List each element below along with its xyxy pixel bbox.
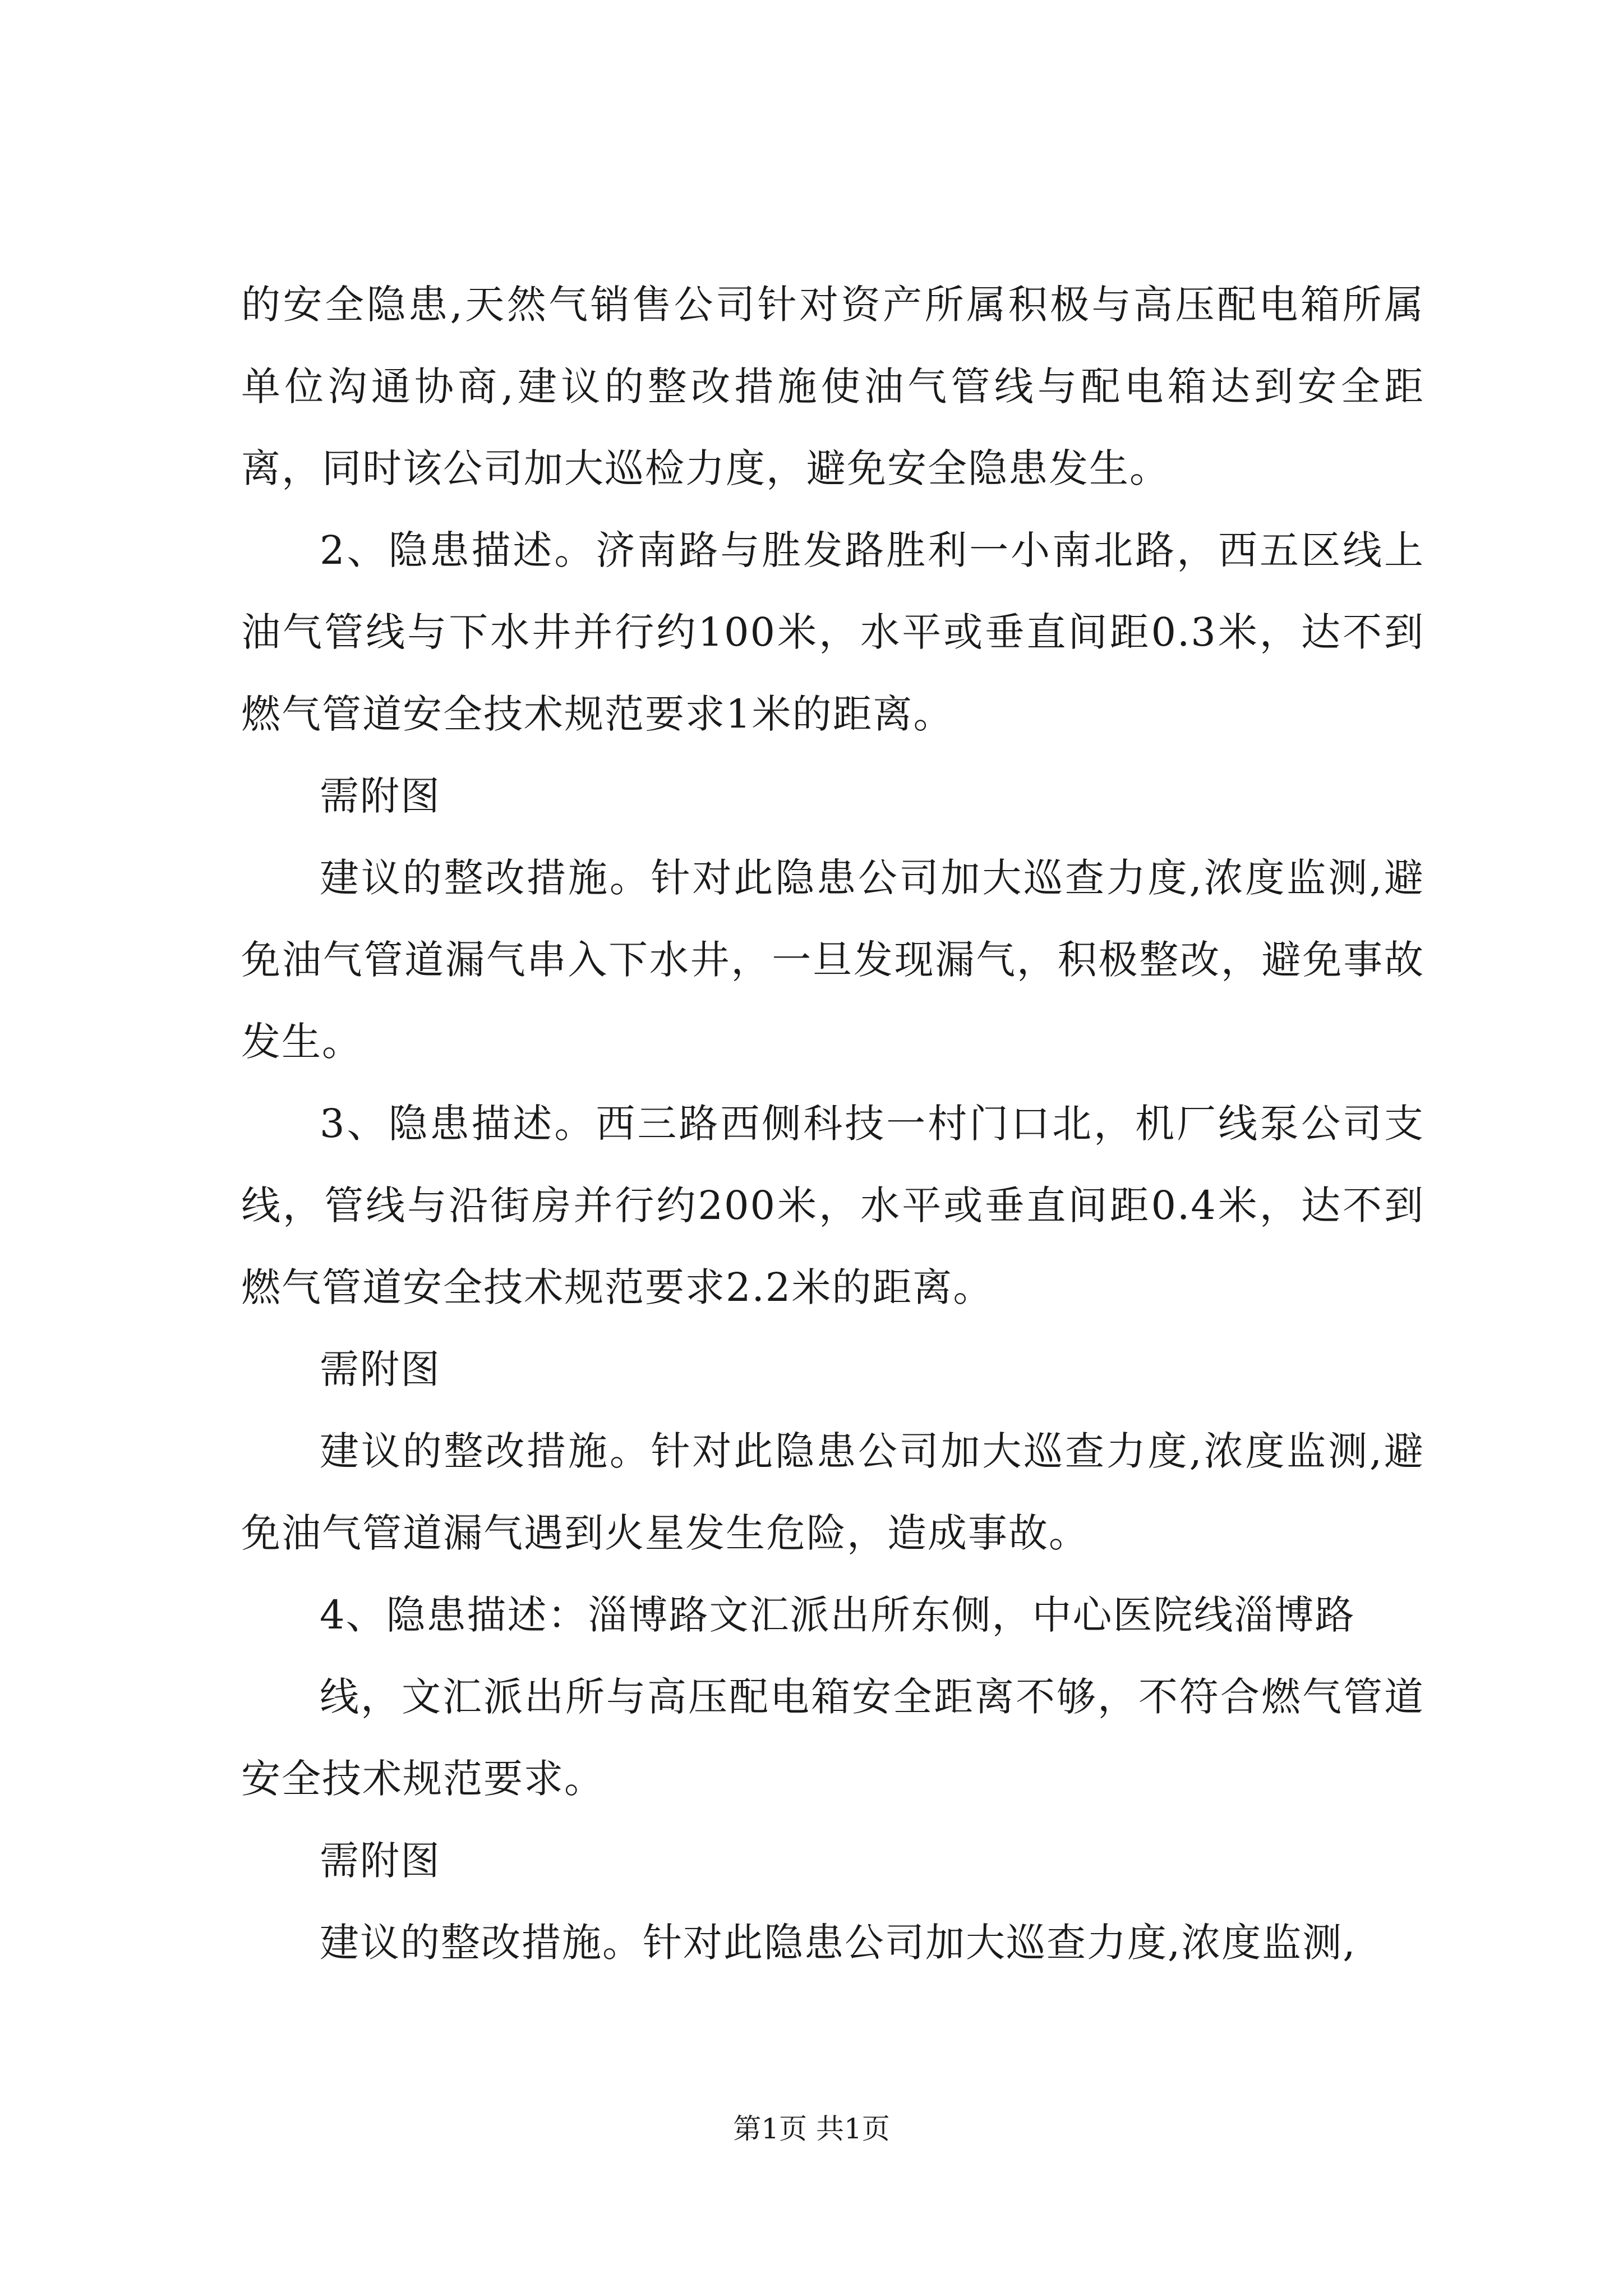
paragraph: 需附图 [320,1346,441,1392]
paragraph: 线，文汇派出所与高压配电箱安全距离不够，不符合燃气管道安全技术规范要求。 [241,1674,1424,1802]
paragraph: 3、隐患描述。西三路西侧科技一村门口北，机厂线泵公司支线，管线与沿街房并行约200米，水平或垂直间距0.4米，达不到燃气管道安全技术规范要求2.2米的距离。 [241,1101,1424,1310]
paragraph: 2、隐患描述。济南路与胜发路胜利一小南北路，西五区线上油气管线与下水井并行约100米，水平或垂直间距0.3米，达不到燃气管道安全技术规范要求1米的距离。 [241,527,1424,737]
paragraph: 建议的整改措施。针对此隐患公司加大巡查力度,浓度监测,避免油气管道漏气串入下水井，一旦发现漏气，积极整改，避免事故发生。 [241,855,1424,1065]
paragraph: 需附图 [320,1838,441,1884]
paragraph: 的安全隐患,天然气销售公司针对资产所属积极与高压配电箱所属单位沟通协商,建议的整改措施使油气管线与配电箱达到安全距离，同时该公司加大巡检力度，避免安全隐患发生。 [241,282,1424,491]
paragraph: 建议的整改措施。针对此隐患公司加大巡查力度,浓度监测, [320,1920,1357,1966]
paragraph: 需附图 [320,773,441,819]
document-body [241,264,1424,1984]
paragraph: 4、隐患描述：淄博路文汇派出所东侧，中心医院线淄博路 [320,1592,1355,1638]
paragraph: 建议的整改措施。针对此隐患公司加大巡查力度,浓度监测,避免油气管道漏气遇到火星发生危险，造成事故。 [241,1428,1424,1556]
page-footer: 第1页 共1页 [733,2113,890,2145]
